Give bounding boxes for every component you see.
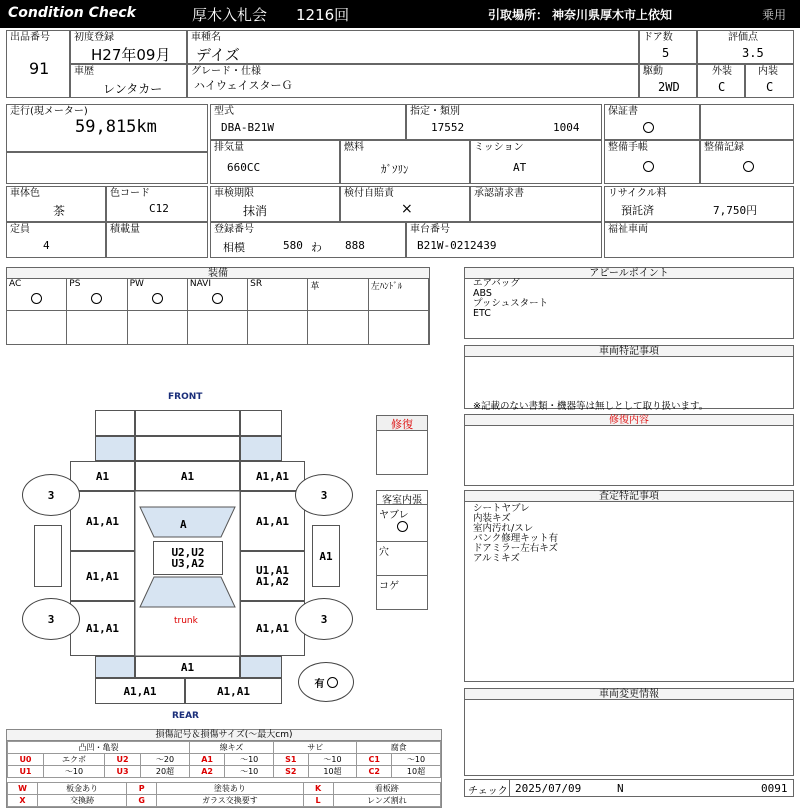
equipment-item-label: NAVI xyxy=(189,279,211,289)
legend-cell: ～10 xyxy=(308,754,357,766)
rear-panel[interactable]: A1 xyxy=(135,656,240,678)
load-cell xyxy=(106,222,208,258)
change-info-box xyxy=(464,688,794,776)
tire-front-left[interactable]: 3 xyxy=(22,474,80,516)
legend-header: サビ xyxy=(274,742,357,754)
fuel-label: 燃料 xyxy=(344,142,364,153)
check-row xyxy=(464,779,794,797)
right-mirror[interactable]: A1 xyxy=(312,525,340,587)
front-bumper-center[interactable] xyxy=(135,410,240,436)
pickup-place: 神奈川県厚木市上依知 xyxy=(552,8,673,22)
hood[interactable]: A1 xyxy=(135,461,240,491)
equipment-blank-cell xyxy=(308,311,368,344)
designation-value: 17552 xyxy=(431,121,465,134)
tire-front-right[interactable]: 3 xyxy=(295,474,353,516)
exterior-value: C xyxy=(718,80,726,94)
equipment-mark xyxy=(152,293,163,304)
type-cell xyxy=(210,104,406,140)
recycle-status: 預託済 xyxy=(621,204,654,217)
header-bar xyxy=(0,0,800,28)
legend-cell: エクボ xyxy=(43,754,104,766)
windshield-glass xyxy=(140,507,235,537)
warranty-mark xyxy=(643,122,654,133)
rl-bumper[interactable]: A1,A1 xyxy=(95,678,185,704)
spare-label: 有 xyxy=(314,678,325,690)
legend-cell: S1 xyxy=(274,754,308,766)
mileage-label: 走行(現メーター) xyxy=(10,106,88,117)
drive-label: 駆動 xyxy=(643,66,663,77)
first-reg-cell xyxy=(70,30,187,64)
auction-session: 1216回 xyxy=(296,6,350,24)
check-code: N xyxy=(617,782,624,795)
capacity-label: 定員 xyxy=(10,224,30,235)
grade-label: グレード・仕様 xyxy=(191,66,261,77)
grade-value: ハイウェイスターＧ xyxy=(194,79,293,92)
pickup-label: 引取場所： xyxy=(488,8,549,22)
cabin-box xyxy=(376,490,428,610)
reg-kana: わ xyxy=(311,241,322,254)
model-name-value: デイズ xyxy=(196,46,240,64)
reg-number-cell xyxy=(210,222,406,258)
legend-codes-table xyxy=(7,782,441,807)
history-cell xyxy=(70,64,187,98)
history-label: 車歴 xyxy=(74,66,94,77)
inspection-value: 抹消 xyxy=(243,204,268,218)
color-code-cell xyxy=(106,186,208,222)
brand-title: Condition Check xyxy=(8,5,136,21)
inspection-cell xyxy=(210,186,340,222)
fuel-cell xyxy=(340,140,470,184)
color-code-label: 色コード xyxy=(110,188,150,199)
equipment-title: 装備 xyxy=(7,268,429,279)
appeal-box xyxy=(464,267,794,339)
score-value: 3.5 xyxy=(742,46,764,60)
legend-code-cell: L xyxy=(303,795,333,807)
chassis-value: B21W-0212439 xyxy=(417,239,497,252)
equipment-item-ps xyxy=(67,279,127,311)
special-box xyxy=(464,345,794,412)
equipment-item-sr xyxy=(248,279,308,311)
equipment-item-label: PS xyxy=(69,279,81,289)
equipment-item-navi xyxy=(188,279,248,311)
front-bumper-right-corner[interactable] xyxy=(240,436,282,461)
welfare-cell xyxy=(604,222,794,258)
equipment-item-ac xyxy=(7,279,67,311)
cabin-yabure-label: ヤブレ xyxy=(379,510,409,521)
equipment-item-左ﾊﾝﾄﾞﾙ xyxy=(369,279,429,311)
exterior-label: 外装 xyxy=(712,66,732,77)
equipment-mark xyxy=(91,293,102,304)
drive-cell xyxy=(639,64,697,98)
front-grille[interactable] xyxy=(135,436,240,461)
legend-code-cell: P xyxy=(127,783,157,795)
record-mark xyxy=(743,161,754,172)
legend-code-cell: W xyxy=(8,783,38,795)
equipment-mark xyxy=(212,293,223,304)
rear-glass xyxy=(140,577,235,607)
body-color-value: 茶 xyxy=(53,204,66,218)
rr-bumper[interactable]: A1,A1 xyxy=(185,678,282,704)
legend-cell: U0 xyxy=(8,754,44,766)
displacement-label: 排気量 xyxy=(214,142,244,153)
rear-label: REAR xyxy=(172,711,199,721)
front-label: FRONT xyxy=(168,392,203,402)
check-number: 0091 xyxy=(761,782,788,795)
mileage-extra-cell xyxy=(6,152,208,184)
rl-quarter[interactable]: A1,A1 xyxy=(70,601,135,656)
doors-cell xyxy=(639,30,697,64)
trunk-label: trunk xyxy=(174,616,198,626)
assessment-text: シートヤブレ 内装キズ 室内汚れ/スレ パンク修理キット有 ドアミラー左右キズ アルミキズ xyxy=(473,503,559,564)
recycle-label: リサイクル料 xyxy=(608,188,667,199)
legend-cell: A1 xyxy=(189,754,224,766)
equipment-blank-cell xyxy=(67,311,127,344)
tire-rear-right[interactable]: 3 xyxy=(295,598,353,640)
front-bumper-left[interactable] xyxy=(95,410,135,436)
model-name-cell xyxy=(187,30,639,64)
legend-code-cell: 看板跡 xyxy=(333,783,440,795)
reg-area: 相模 xyxy=(223,241,245,254)
interior-value: C xyxy=(766,80,774,94)
first-reg-value: H27年09月 xyxy=(91,46,171,64)
warranty-cell xyxy=(604,104,700,140)
legend-title: 損傷記号＆損傷サイズ(～最大cm) xyxy=(7,730,441,741)
equipment-item-label: 左ﾊﾝﾄﾞﾙ xyxy=(370,282,403,292)
appeal-title: アピールポイント xyxy=(465,268,793,279)
repair-small-box xyxy=(376,415,428,475)
equipment-row-blank xyxy=(7,311,429,344)
equipment-item-label: PW xyxy=(129,279,144,289)
legend-cell: 20超 xyxy=(141,766,190,778)
warranty-label: 保証書 xyxy=(608,106,638,117)
legend-cell: 10超 xyxy=(308,766,357,778)
legend-cell: ～10 xyxy=(225,754,274,766)
designation-cell xyxy=(406,104,602,140)
equipment-item-label: SR xyxy=(250,279,263,289)
equipment-row xyxy=(7,279,429,311)
legend-cell: ～20 xyxy=(141,754,190,766)
body-color-label: 車体色 xyxy=(10,188,40,199)
legend-cell: ～10 xyxy=(392,754,441,766)
score-cell xyxy=(697,30,794,64)
legend-code-cell: 交換跡 xyxy=(38,795,127,807)
legend-cell: ～10 xyxy=(43,766,104,778)
legend-cell: S2 xyxy=(274,766,308,778)
interior-label: 内装 xyxy=(758,66,778,77)
record-label: 整備記録 xyxy=(704,142,744,153)
color-code-value: C12 xyxy=(149,202,169,215)
legend-box xyxy=(6,729,442,808)
load-label: 積載量 xyxy=(110,224,140,235)
legend-header: 凸凹・亀裂 xyxy=(8,742,190,754)
equipment-box xyxy=(6,267,430,345)
lot-cell xyxy=(6,30,70,98)
roof[interactable]: U2,U2 U3,A2 xyxy=(153,541,223,575)
legend-header: 腐食 xyxy=(357,742,441,754)
legend-cell: C1 xyxy=(357,754,392,766)
transmission-value: AT xyxy=(513,161,527,174)
mileage-cell xyxy=(6,104,208,152)
front-bumper-right[interactable] xyxy=(240,410,282,436)
designation-label: 指定・類別 xyxy=(410,106,460,117)
doors-label: ドア数 xyxy=(643,32,673,43)
recycle-cell xyxy=(604,186,794,222)
fl-door[interactable]: A1,A1 xyxy=(70,491,135,551)
manual-mark xyxy=(643,161,654,172)
front-bumper-left-corner[interactable] xyxy=(95,436,135,461)
legend-cell: U3 xyxy=(105,766,141,778)
spare-tire[interactable] xyxy=(298,662,354,702)
welfare-label: 福祉車両 xyxy=(608,224,648,235)
legend-code-cell: 塗装あり xyxy=(157,783,303,795)
assessment-title: 査定特記事項 xyxy=(465,491,793,502)
repair-box xyxy=(464,414,794,486)
exterior-cell xyxy=(697,64,745,98)
rr-quarter[interactable]: A1,A1 xyxy=(240,601,305,656)
fl-fender[interactable]: A1 xyxy=(70,461,135,491)
type-value: DBA-B21W xyxy=(221,121,274,134)
rr-door[interactable]: U1,A1 A1,A2 xyxy=(240,551,305,601)
fr-door[interactable]: A1,A1 xyxy=(240,491,305,551)
check-date: 2025/07/09 xyxy=(515,782,582,795)
equipment-item-pw xyxy=(128,279,188,311)
recycle-fee: 7,750円 xyxy=(713,204,758,217)
drive-value: 2WD xyxy=(658,80,680,94)
legend-code-cell: レンズ割れ xyxy=(333,795,440,807)
type-label: 型式 xyxy=(214,106,234,117)
reg-num: 888 xyxy=(345,239,365,252)
legend-cell: C2 xyxy=(357,766,392,778)
doors-value: 5 xyxy=(662,46,670,60)
liability-value: × xyxy=(401,201,413,217)
cabin-burn-label: コゲ xyxy=(379,581,399,592)
legend-table xyxy=(7,741,441,778)
assessment-box xyxy=(464,490,794,682)
tire-rear-left[interactable]: 3 xyxy=(22,598,80,640)
special-note: ※記載のない書類・機器等は無しとして取り扱います。 xyxy=(473,401,709,412)
displacement-value: 660CC xyxy=(227,161,261,174)
legend-code-cell: 板金あり xyxy=(38,783,127,795)
transmission-cell xyxy=(470,140,602,184)
equipment-blank-cell xyxy=(7,311,67,344)
auction-name: 厚木入札会 xyxy=(192,6,268,24)
legend-cell: U1 xyxy=(8,766,44,778)
displacement-cell xyxy=(210,140,340,184)
legend-code-cell: G xyxy=(127,795,157,807)
chassis-label: 車台番号 xyxy=(410,224,450,235)
reg-number-label: 登録番号 xyxy=(214,224,254,235)
fuel-value: ｶﾞｿﾘﾝ xyxy=(381,163,409,176)
special-title: 車両特記事項 xyxy=(465,346,793,357)
rear-left-corner[interactable] xyxy=(95,656,135,678)
legend-cell: A2 xyxy=(189,766,224,778)
check-label: チェック xyxy=(468,786,508,797)
lot-value: 91 xyxy=(29,59,50,78)
legend-code-cell: X xyxy=(8,795,38,807)
transmission-label: ミッション xyxy=(474,142,524,153)
legend-header: 線キズ xyxy=(189,742,273,754)
liability-label: 検付自賠責 xyxy=(344,188,394,199)
legend-code-cell: ガラス交換要す xyxy=(157,795,303,807)
capacity-cell xyxy=(6,222,106,258)
equipment-blank-cell xyxy=(128,311,188,344)
capacity-value: 4 xyxy=(43,239,50,252)
history-value: レンタカー xyxy=(103,82,163,96)
mileage-value: 59,815km xyxy=(75,117,157,137)
spare-mark xyxy=(327,677,338,688)
vehicle-use: 乗用 xyxy=(762,8,787,22)
legend-cell: ～10 xyxy=(225,766,274,778)
equipment-blank-cell xyxy=(188,311,248,344)
liability-cell xyxy=(340,186,470,222)
equipment-item-label: AC xyxy=(9,279,22,289)
approval-label: 承認請求書 xyxy=(474,188,524,199)
warranty-extra-cell xyxy=(700,104,794,140)
manual-cell xyxy=(604,140,700,184)
category-value: 1004 xyxy=(553,121,580,134)
body-color-cell xyxy=(6,186,106,222)
inspection-label: 車検期限 xyxy=(214,188,254,199)
appeal-text: エアバッグ ABS プッシュスタート ETC xyxy=(473,278,549,319)
first-reg-label: 初度登録 xyxy=(74,32,114,43)
cabin-hole-label: 穴 xyxy=(379,547,389,558)
legend-cell: 10超 xyxy=(392,766,441,778)
model-name-label: 車種名 xyxy=(191,32,221,43)
change-info-title: 車両変更情報 xyxy=(465,689,793,700)
equipment-item-革 xyxy=(308,279,368,311)
left-mirror[interactable] xyxy=(34,525,62,587)
reg-class: 580 xyxy=(283,239,303,252)
score-label: 評価点 xyxy=(728,32,758,43)
lot-label: 出品番号 xyxy=(10,32,50,43)
chassis-cell xyxy=(406,222,602,258)
grade-cell xyxy=(187,64,639,98)
rl-door[interactable]: A1,A1 xyxy=(70,551,135,601)
equipment-mark xyxy=(31,293,42,304)
fr-fender[interactable]: A1,A1 xyxy=(240,461,305,491)
equipment-blank-cell xyxy=(369,311,429,344)
repair-title: 修復内容 xyxy=(465,415,793,426)
equipment-item-label: 革 xyxy=(310,282,320,292)
legend-cell: U2 xyxy=(105,754,141,766)
record-cell xyxy=(700,140,794,184)
repair-small-label: 修復 xyxy=(377,416,427,431)
cabin-yabure-mark xyxy=(397,521,408,532)
manual-label: 整備手帳 xyxy=(608,142,648,153)
approval-cell xyxy=(470,186,602,222)
cabin-title: 客室内張 xyxy=(377,491,427,505)
windshield-label: A xyxy=(180,518,187,531)
equipment-blank-cell xyxy=(248,311,308,344)
interior-cell xyxy=(745,64,794,98)
rear-right-corner[interactable] xyxy=(240,656,282,678)
legend-code-cell: K xyxy=(303,783,333,795)
